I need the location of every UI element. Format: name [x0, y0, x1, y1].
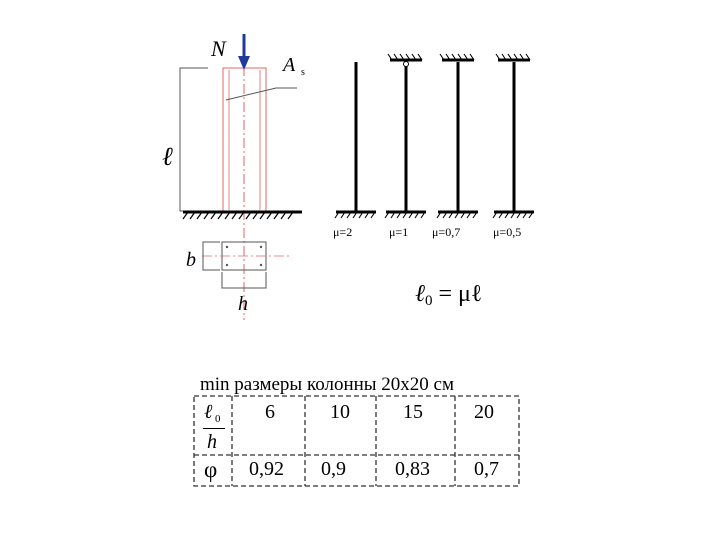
ratio-header-subscript: 0 [215, 413, 221, 425]
support-column-2-top-pin [404, 62, 409, 67]
section-width-label: b [186, 249, 196, 271]
support-column-4 [493, 54, 534, 218]
length-label: ℓ [162, 142, 173, 171]
formula-subscript: 0 [425, 293, 433, 309]
table-caption: min размеры колонны 20х20 см [200, 374, 455, 395]
ratio-header-numerator: ℓ [204, 401, 213, 423]
mu-label-3: μ=0,7 [432, 225, 461, 239]
length-dimension [180, 68, 208, 211]
mu-label-1: μ=2 [333, 225, 353, 239]
support-columns [335, 54, 534, 218]
support-column-1 [335, 62, 376, 218]
effective-length-formula [415, 281, 483, 309]
ratio-cell-1: 6 [265, 401, 275, 423]
table-border [194, 396, 519, 486]
phi-cell-1: 0,92 [249, 458, 284, 480]
force-label: N [211, 36, 226, 61]
reinforcement-leader [226, 88, 297, 100]
ratio-cell-4: 20 [474, 401, 494, 423]
ratio-header-fraction-bar [203, 428, 225, 429]
phi-cell-2: 0,9 [321, 458, 346, 480]
ratio-cell-2: 10 [330, 401, 350, 423]
ratio-header-denominator: h [207, 431, 217, 453]
formula-symbol: ℓ [415, 281, 425, 307]
mu-label-4: μ=0,5 [493, 225, 522, 239]
support-column-2 [385, 54, 426, 218]
section-height-label: h [238, 293, 248, 315]
support-column-3 [437, 54, 478, 218]
reinforcement-label: A [283, 54, 296, 76]
phi-cell-4: 0,7 [474, 458, 499, 480]
phi-cell-3: 0,83 [395, 458, 430, 480]
phi-header: φ [204, 457, 218, 482]
ratio-cell-3: 15 [403, 401, 423, 423]
mu-label-2: μ=1 [389, 225, 409, 239]
slenderness-table-grid [194, 396, 519, 486]
formula-rhs: = μℓ [438, 281, 483, 307]
reinforcement-subscript: s [301, 67, 305, 78]
